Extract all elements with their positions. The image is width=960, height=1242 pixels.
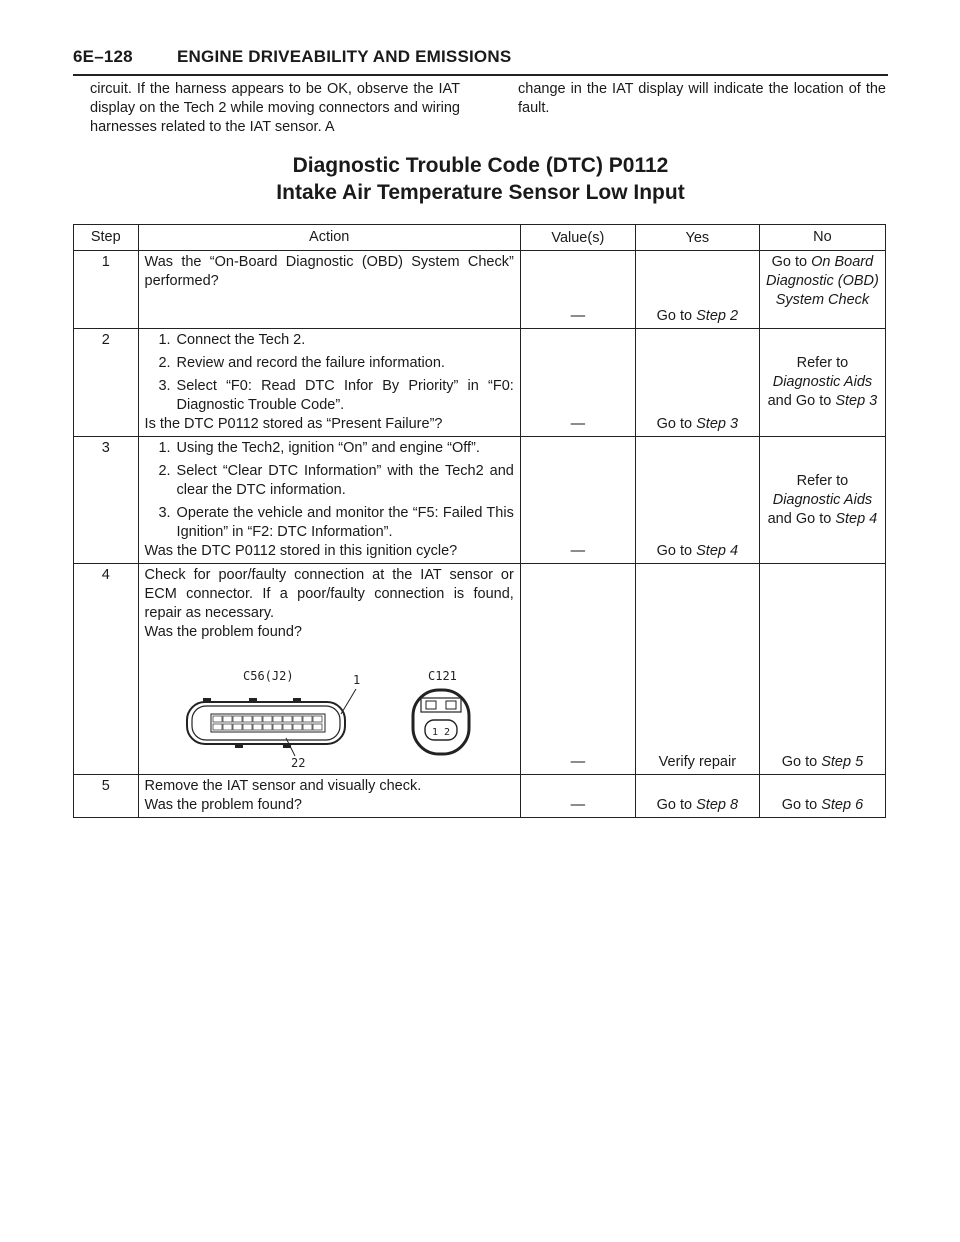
section-title: ENGINE DRIVEABILITY AND EMISSIONS bbox=[177, 47, 512, 66]
document-subtitle: Intake Air Temperature Sensor Low Input bbox=[276, 181, 685, 204]
yes-cell bbox=[635, 775, 759, 818]
action-question: Was the problem found? bbox=[144, 624, 302, 640]
substep-item: 1. Using the Tech2, ignition “On” and engine “Off”. bbox=[158, 440, 480, 456]
value-cell: — bbox=[520, 775, 635, 818]
table-row bbox=[74, 437, 886, 564]
no-prefix: Go to bbox=[771, 254, 812, 270]
value-cell: — bbox=[520, 251, 635, 329]
header-no: No bbox=[759, 225, 885, 251]
no-cell bbox=[759, 564, 885, 775]
yes-cell bbox=[635, 251, 759, 329]
page-number: 6E–128 bbox=[73, 47, 133, 66]
yes-cell: Verify repair bbox=[635, 564, 759, 775]
yes-prefix: Go to bbox=[656, 308, 697, 324]
yes-prefix: Go to bbox=[656, 543, 697, 559]
substep-item: 3. Operate the vehicle and monitor the “F5: Failed This Ignition” in “F2: DTC Information”. bbox=[158, 505, 514, 540]
yes-cell bbox=[635, 437, 759, 564]
no-prefix: Go to bbox=[781, 754, 822, 770]
no-cell bbox=[759, 251, 885, 329]
header-action: Action bbox=[138, 225, 520, 251]
action-cell bbox=[138, 564, 520, 775]
substep-list bbox=[145, 331, 514, 415]
header-yes: Yes bbox=[635, 225, 759, 251]
intro-text-right: change in the IAT display will indicate the location of the fault. bbox=[518, 81, 886, 116]
action-text: Remove the IAT sensor and visually check. bbox=[144, 778, 422, 794]
step-number: 5 bbox=[74, 775, 139, 818]
yes-cell bbox=[635, 329, 759, 437]
action-cell bbox=[138, 775, 520, 818]
diagnostic-aids-link[interactable]: Diagnostic Aids bbox=[772, 374, 873, 390]
no-prefix: Refer to bbox=[796, 472, 849, 489]
table-row bbox=[74, 564, 886, 775]
yes-step-link[interactable]: Step 3 bbox=[696, 416, 739, 432]
no-step-link[interactable]: Step 4 bbox=[835, 510, 878, 527]
table-row bbox=[74, 251, 886, 329]
page-header bbox=[73, 44, 888, 76]
ecm-connector-icon bbox=[187, 698, 345, 748]
action-question: Was the problem found? bbox=[144, 797, 302, 813]
table-row bbox=[74, 775, 886, 818]
substep-item: 3. Select “F0: Read DTC Infor By Priority” in “F0: Diagnostic Trouble Code”. bbox=[158, 378, 514, 413]
yes-step-link[interactable]: Step 8 bbox=[696, 797, 739, 813]
intro-text-left: circuit. If the harness appears to be OK, observe the IAT display on the Tech 2 while moving connectors and wiring harnesses related to the IAT sensor. A bbox=[90, 81, 460, 135]
table-header-row bbox=[74, 225, 886, 251]
action-text: Was the “On-Board Diagnostic (OBD) System Check” performed? bbox=[138, 251, 520, 329]
substep-item: 2. Select “Clear DTC Information” with the Tech2 and clear the DTC information. bbox=[158, 463, 514, 498]
substep-item: 2. Review and record the failure information. bbox=[158, 355, 445, 371]
header-values: Value(s) bbox=[520, 225, 635, 251]
step-number: 2 bbox=[74, 329, 139, 437]
no-step-link[interactable]: Step 5 bbox=[821, 754, 864, 770]
action-question: Is the DTC P0112 stored as “Present Failure”? bbox=[144, 416, 443, 432]
step-number: 4 bbox=[74, 564, 139, 775]
value-cell: — bbox=[520, 329, 635, 437]
no-reference-link[interactable]: On Board Diagnostic (OBD) System Check bbox=[766, 254, 879, 308]
ecm-connector-label: C56(J2) bbox=[242, 669, 294, 683]
pin-22-label: 22 bbox=[290, 756, 305, 770]
action-cell bbox=[138, 329, 520, 437]
iat-sensor-connector-icon bbox=[413, 690, 469, 754]
value-cell: — bbox=[520, 437, 635, 564]
sensor-pin-2-label: 2 bbox=[443, 727, 450, 738]
yes-step-link[interactable]: Step 4 bbox=[696, 543, 739, 559]
no-cell bbox=[759, 775, 885, 818]
step-number: 1 bbox=[74, 251, 139, 329]
action-text: Check for poor/faulty connection at the IAT sensor or ECM connector. If a poor/faulty connection is found, repair as necessary. bbox=[144, 567, 514, 621]
header-step: Step bbox=[74, 225, 139, 251]
sensor-connector-label: C121 bbox=[427, 669, 457, 683]
no-mid-text: and Go to bbox=[767, 393, 836, 409]
yes-prefix: Go to bbox=[656, 797, 697, 813]
substep-item: 1. Connect the Tech 2. bbox=[158, 332, 306, 348]
action-cell bbox=[138, 437, 520, 564]
value-cell: — bbox=[520, 564, 635, 775]
yes-step-link[interactable]: Step 2 bbox=[696, 308, 739, 324]
pin-1-label: 1 bbox=[352, 673, 360, 687]
no-prefix: Refer to bbox=[796, 355, 849, 371]
no-cell bbox=[759, 437, 885, 564]
no-mid-text: and Go to bbox=[767, 510, 836, 527]
table-row bbox=[74, 329, 886, 437]
no-cell bbox=[759, 329, 885, 437]
no-prefix: Go to bbox=[781, 797, 822, 813]
action-question: Was the DTC P0112 stored in this ignition cycle? bbox=[144, 543, 458, 559]
yes-prefix: Go to bbox=[656, 416, 697, 432]
document-title: Diagnostic Trouble Code (DTC) P0112 bbox=[292, 154, 669, 177]
connector-diagram bbox=[181, 652, 481, 772]
diagnostic-aids-link[interactable]: Diagnostic Aids bbox=[772, 491, 873, 508]
no-step-link[interactable]: Step 6 bbox=[821, 797, 864, 813]
step-number: 3 bbox=[74, 437, 139, 564]
no-step-link[interactable]: Step 3 bbox=[835, 393, 878, 409]
diagnostic-table bbox=[73, 224, 886, 818]
substep-list bbox=[145, 439, 514, 542]
sensor-pin-1-label: 1 bbox=[431, 727, 438, 738]
